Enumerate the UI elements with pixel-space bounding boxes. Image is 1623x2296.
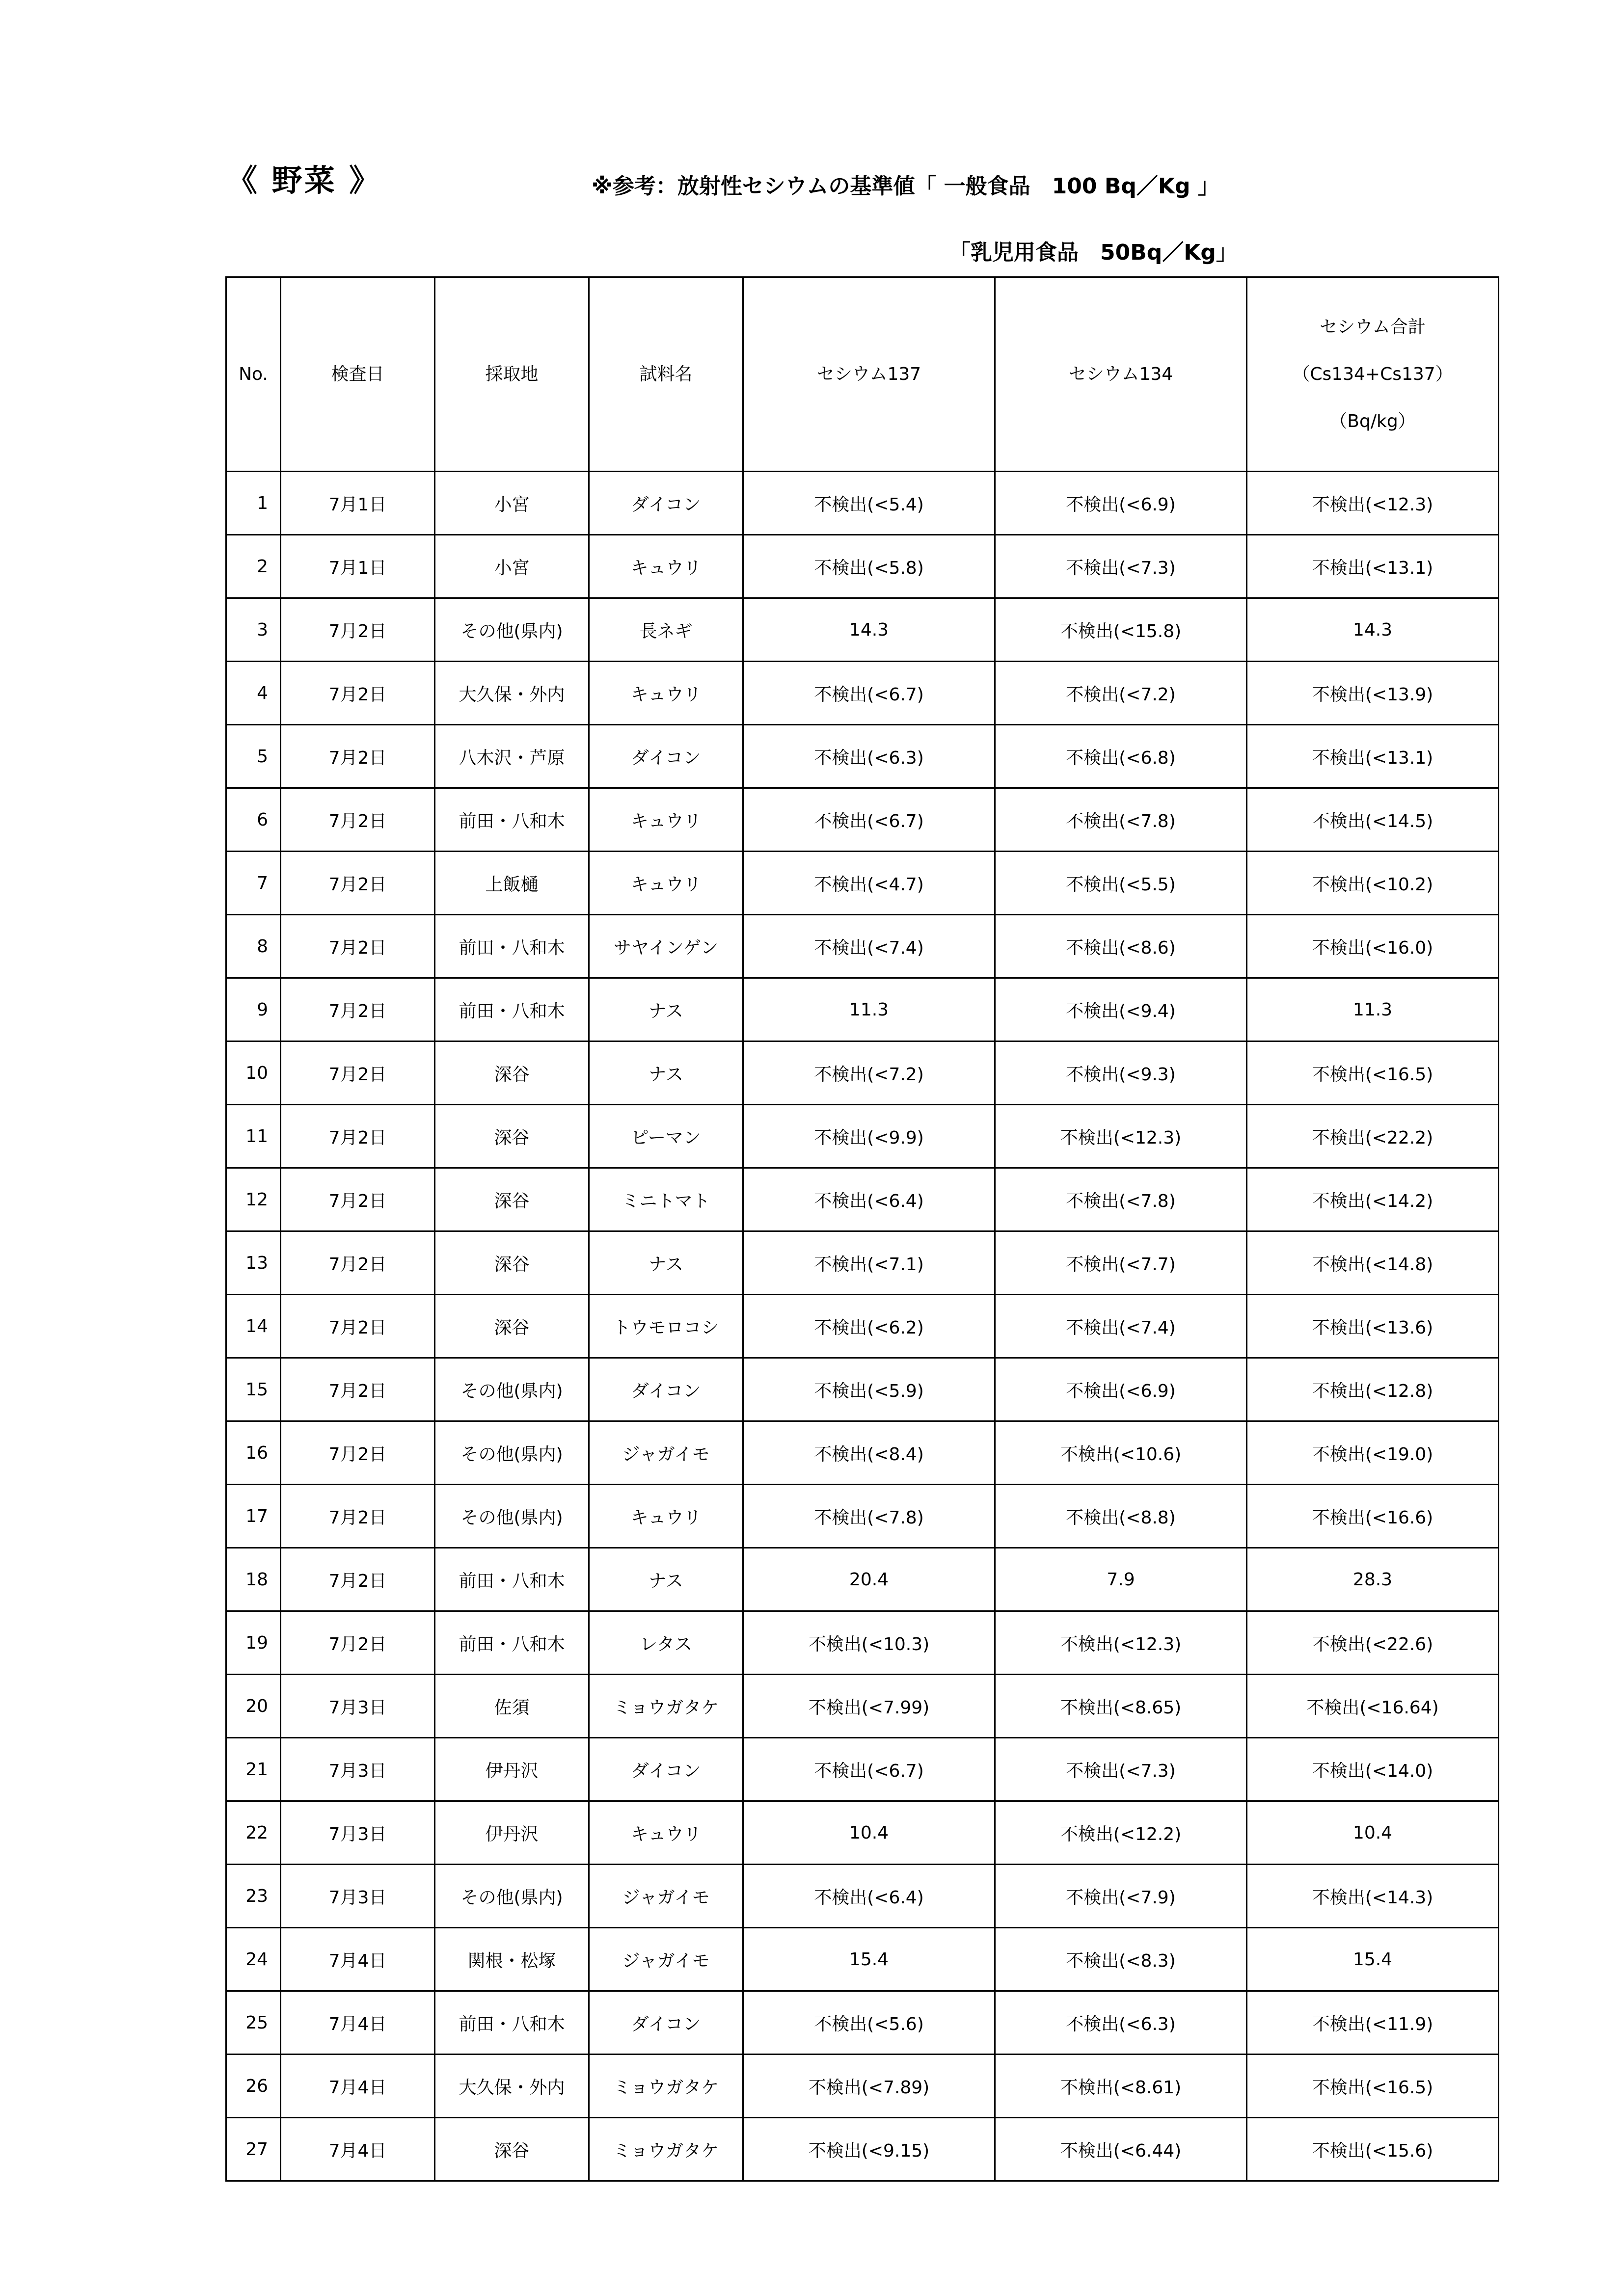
cell-location: 前田・八和木 bbox=[435, 1991, 589, 2055]
cell-location: 小宮 bbox=[435, 535, 589, 598]
cell-total: 不検出(<16.64) bbox=[1247, 1675, 1499, 1738]
cell-cs134: 不検出(<9.4) bbox=[995, 978, 1247, 1041]
cell-date: 7月2日 bbox=[281, 1611, 435, 1675]
cell-date: 7月1日 bbox=[281, 472, 435, 535]
cell-cs134: 不検出(<9.3) bbox=[995, 1041, 1247, 1105]
reference-standard-general: ※参考：放射性セシウムの基準値「 一般食品 100 Bq／Kg 」 bbox=[592, 174, 1219, 199]
cell-date: 7月2日 bbox=[281, 1358, 435, 1421]
cell-sample: ジャガイモ bbox=[589, 1928, 743, 1991]
cell-total: 不検出(<10.2) bbox=[1247, 852, 1499, 915]
cell-date: 7月2日 bbox=[281, 1105, 435, 1168]
cell-no: 8 bbox=[226, 915, 281, 978]
cell-cs134: 不検出(<7.2) bbox=[995, 662, 1247, 725]
cell-no: 18 bbox=[226, 1548, 281, 1611]
cell-cs137: 不検出(<5.6) bbox=[743, 1991, 995, 2055]
table-row bbox=[226, 1421, 1499, 1485]
cell-cs137: 14.3 bbox=[743, 598, 995, 662]
cell-location: 関根・松塚 bbox=[435, 1928, 589, 1991]
cell-cs137: 11.3 bbox=[743, 978, 995, 1041]
cell-total: 14.3 bbox=[1247, 598, 1499, 662]
cell-no: 2 bbox=[226, 535, 281, 598]
cell-total: 不検出(<16.0) bbox=[1247, 915, 1499, 978]
cell-total: 不検出(<14.2) bbox=[1247, 1168, 1499, 1231]
cell-sample: ダイコン bbox=[589, 1358, 743, 1421]
cell-cs137: 不検出(<6.2) bbox=[743, 1295, 995, 1358]
table-row bbox=[226, 1611, 1499, 1675]
cell-total: 不検出(<13.1) bbox=[1247, 725, 1499, 788]
cell-location: 小宮 bbox=[435, 472, 589, 535]
cell-date: 7月4日 bbox=[281, 1991, 435, 2055]
cell-cs137: 不検出(<7.8) bbox=[743, 1485, 995, 1548]
cell-cs137: 不検出(<7.4) bbox=[743, 915, 995, 978]
cell-cs137: 不検出(<6.7) bbox=[743, 662, 995, 725]
cell-sample: キュウリ bbox=[589, 662, 743, 725]
table-row bbox=[226, 1358, 1499, 1421]
cell-location: 大久保・外内 bbox=[435, 2055, 589, 2118]
header-total bbox=[1247, 277, 1499, 472]
cell-cs137: 不検出(<5.4) bbox=[743, 472, 995, 535]
cell-total: 不検出(<12.8) bbox=[1247, 1358, 1499, 1421]
cell-sample: ダイコン bbox=[589, 1738, 743, 1801]
cell-no: 12 bbox=[226, 1168, 281, 1231]
cell-cs137: 不検出(<10.3) bbox=[743, 1611, 995, 1675]
cell-total: 不検出(<22.2) bbox=[1247, 1105, 1499, 1168]
cell-total: 不検出(<14.8) bbox=[1247, 1231, 1499, 1295]
cell-location: 前田・八和木 bbox=[435, 978, 589, 1041]
cell-sample: ミョウガタケ bbox=[589, 1675, 743, 1738]
cell-cs134: 不検出(<8.65) bbox=[995, 1675, 1247, 1738]
cell-date: 7月2日 bbox=[281, 978, 435, 1041]
cell-total: 不検出(<14.0) bbox=[1247, 1738, 1499, 1801]
cell-sample: 長ネギ bbox=[589, 598, 743, 662]
cell-total: 15.4 bbox=[1247, 1928, 1499, 1991]
cell-date: 7月2日 bbox=[281, 1231, 435, 1295]
cell-total: 不検出(<16.5) bbox=[1247, 2055, 1499, 2118]
cell-location: 深谷 bbox=[435, 1041, 589, 1105]
cell-cs137: 10.4 bbox=[743, 1801, 995, 1865]
cell-location: その他(県内) bbox=[435, 1485, 589, 1548]
cell-cs134: 不検出(<6.9) bbox=[995, 472, 1247, 535]
cell-no: 23 bbox=[226, 1865, 281, 1928]
cell-cs134: 不検出(<7.8) bbox=[995, 1168, 1247, 1231]
cell-no: 26 bbox=[226, 2055, 281, 2118]
cell-cs137: 不検出(<6.4) bbox=[743, 1168, 995, 1231]
cell-date: 7月2日 bbox=[281, 1548, 435, 1611]
cell-location: その他(県内) bbox=[435, 1421, 589, 1485]
cell-cs134: 不検出(<7.9) bbox=[995, 1865, 1247, 1928]
cell-sample: ダイコン bbox=[589, 472, 743, 535]
cell-total: 10.4 bbox=[1247, 1801, 1499, 1865]
cell-total: 不検出(<13.9) bbox=[1247, 662, 1499, 725]
cell-cs134: 不検出(<6.3) bbox=[995, 1991, 1247, 2055]
cell-cs134: 不検出(<8.61) bbox=[995, 2055, 1247, 2118]
cell-cs137: 不検出(<9.9) bbox=[743, 1105, 995, 1168]
cell-total: 不検出(<16.5) bbox=[1247, 1041, 1499, 1105]
cell-location: 深谷 bbox=[435, 1168, 589, 1231]
table-row bbox=[226, 852, 1499, 915]
cell-no: 16 bbox=[226, 1421, 281, 1485]
cell-cs134: 不検出(<12.2) bbox=[995, 1801, 1247, 1865]
cell-date: 7月4日 bbox=[281, 1928, 435, 1991]
table-row bbox=[226, 1168, 1499, 1231]
cell-cs134: 不検出(<6.44) bbox=[995, 2118, 1247, 2181]
cell-date: 7月2日 bbox=[281, 725, 435, 788]
header-total-title: セシウム合計 bbox=[1320, 317, 1426, 337]
cell-no: 27 bbox=[226, 2118, 281, 2181]
cell-location: 前田・八和木 bbox=[435, 788, 589, 852]
cell-location: 伊丹沢 bbox=[435, 1801, 589, 1865]
cell-no: 11 bbox=[226, 1105, 281, 1168]
cell-date: 7月2日 bbox=[281, 1421, 435, 1485]
table-row bbox=[226, 472, 1499, 535]
cell-location: 八木沢・芦原 bbox=[435, 725, 589, 788]
cell-total: 不検出(<14.5) bbox=[1247, 788, 1499, 852]
table-row bbox=[226, 2118, 1499, 2181]
header-sample: 試料名 bbox=[589, 277, 743, 472]
cell-location: 伊丹沢 bbox=[435, 1738, 589, 1801]
cell-no: 13 bbox=[226, 1231, 281, 1295]
table-row bbox=[226, 1865, 1499, 1928]
table-row bbox=[226, 2055, 1499, 2118]
cell-total: 11.3 bbox=[1247, 978, 1499, 1041]
cell-location: その他(県内) bbox=[435, 1865, 589, 1928]
header-cs134: セシウム134 bbox=[995, 277, 1247, 472]
header-row bbox=[226, 277, 1499, 472]
cell-no: 17 bbox=[226, 1485, 281, 1548]
cell-sample: レタス bbox=[589, 1611, 743, 1675]
cell-total: 不検出(<15.6) bbox=[1247, 2118, 1499, 2181]
cell-sample: ナス bbox=[589, 1548, 743, 1611]
cell-sample: ジャガイモ bbox=[589, 1865, 743, 1928]
table-row bbox=[226, 978, 1499, 1041]
cell-no: 9 bbox=[226, 978, 281, 1041]
cell-cs134: 不検出(<7.4) bbox=[995, 1295, 1247, 1358]
cell-cs137: 不検出(<7.99) bbox=[743, 1675, 995, 1738]
cell-cs134: 不検出(<12.3) bbox=[995, 1611, 1247, 1675]
cell-cs137: 不検出(<6.3) bbox=[743, 725, 995, 788]
cell-date: 7月2日 bbox=[281, 1168, 435, 1231]
table-row bbox=[226, 1548, 1499, 1611]
cell-sample: ダイコン bbox=[589, 725, 743, 788]
cell-cs134: 不検出(<7.7) bbox=[995, 1231, 1247, 1295]
cell-date: 7月3日 bbox=[281, 1675, 435, 1738]
header-location: 採取地 bbox=[435, 277, 589, 472]
cell-location: 前田・八和木 bbox=[435, 1611, 589, 1675]
cell-no: 7 bbox=[226, 852, 281, 915]
header-total-formula: （Cs134+Cs137） bbox=[1292, 364, 1453, 384]
cell-location: 深谷 bbox=[435, 1105, 589, 1168]
cell-sample: キュウリ bbox=[589, 1801, 743, 1865]
cell-cs137: 不検出(<9.15) bbox=[743, 2118, 995, 2181]
cell-location: 深谷 bbox=[435, 1231, 589, 1295]
cell-location: 上飯樋 bbox=[435, 852, 589, 915]
cell-cs137: 20.4 bbox=[743, 1548, 995, 1611]
cell-location: 深谷 bbox=[435, 1295, 589, 1358]
table-row bbox=[226, 1801, 1499, 1865]
cell-location: 深谷 bbox=[435, 2118, 589, 2181]
cell-sample: ナス bbox=[589, 978, 743, 1041]
table-row bbox=[226, 662, 1499, 725]
cell-cs137: 不検出(<6.7) bbox=[743, 1738, 995, 1801]
section-title: 《 野菜 》 bbox=[227, 162, 382, 198]
cell-cs134: 不検出(<12.3) bbox=[995, 1105, 1247, 1168]
cell-cs134: 不検出(<5.5) bbox=[995, 852, 1247, 915]
cell-cs134: 不検出(<6.8) bbox=[995, 725, 1247, 788]
cell-cs137: 不検出(<6.7) bbox=[743, 788, 995, 852]
cell-date: 7月4日 bbox=[281, 2055, 435, 2118]
reference-standard-infant: 「乳児用食品 50Bq／Kg」 bbox=[949, 240, 1238, 265]
cell-cs134: 不検出(<7.3) bbox=[995, 1738, 1247, 1801]
cell-date: 7月2日 bbox=[281, 852, 435, 915]
cell-no: 14 bbox=[226, 1295, 281, 1358]
cell-date: 7月3日 bbox=[281, 1801, 435, 1865]
cell-total: 不検出(<19.0) bbox=[1247, 1421, 1499, 1485]
table-row bbox=[226, 915, 1499, 978]
table-row bbox=[226, 1295, 1499, 1358]
cell-location: その他(県内) bbox=[435, 1358, 589, 1421]
cell-location: 大久保・外内 bbox=[435, 662, 589, 725]
cell-total: 不検出(<22.6) bbox=[1247, 1611, 1499, 1675]
cell-cs137: 不検出(<5.8) bbox=[743, 535, 995, 598]
results-table bbox=[225, 276, 1499, 2182]
cell-location: 前田・八和木 bbox=[435, 1548, 589, 1611]
cell-cs137: 15.4 bbox=[743, 1928, 995, 1991]
cell-total: 28.3 bbox=[1247, 1548, 1499, 1611]
cell-sample: ジャガイモ bbox=[589, 1421, 743, 1485]
cell-no: 25 bbox=[226, 1991, 281, 2055]
cell-cs134: 不検出(<10.6) bbox=[995, 1421, 1247, 1485]
table-row bbox=[226, 1485, 1499, 1548]
cell-sample: キュウリ bbox=[589, 788, 743, 852]
cell-total: 不検出(<13.6) bbox=[1247, 1295, 1499, 1358]
cell-cs134: 7.9 bbox=[995, 1548, 1247, 1611]
cell-cs134: 不検出(<8.8) bbox=[995, 1485, 1247, 1548]
cell-date: 7月2日 bbox=[281, 788, 435, 852]
cell-cs134: 不検出(<8.6) bbox=[995, 915, 1247, 978]
cell-cs137: 不検出(<4.7) bbox=[743, 852, 995, 915]
cell-total: 不検出(<12.3) bbox=[1247, 472, 1499, 535]
cell-no: 19 bbox=[226, 1611, 281, 1675]
cell-sample: ダイコン bbox=[589, 1991, 743, 2055]
table-row bbox=[226, 1928, 1499, 1991]
cell-cs134: 不検出(<8.3) bbox=[995, 1928, 1247, 1991]
cell-cs137: 不検出(<6.4) bbox=[743, 1865, 995, 1928]
table-row bbox=[226, 1738, 1499, 1801]
cell-no: 21 bbox=[226, 1738, 281, 1801]
cell-sample: キュウリ bbox=[589, 535, 743, 598]
cell-cs134: 不検出(<7.3) bbox=[995, 535, 1247, 598]
cell-location: その他(県内) bbox=[435, 598, 589, 662]
cell-cs134: 不検出(<15.8) bbox=[995, 598, 1247, 662]
cell-location: 前田・八和木 bbox=[435, 915, 589, 978]
cell-total: 不検出(<16.6) bbox=[1247, 1485, 1499, 1548]
table-row bbox=[226, 1105, 1499, 1168]
cell-no: 15 bbox=[226, 1358, 281, 1421]
cell-date: 7月3日 bbox=[281, 1865, 435, 1928]
header-cs137: セシウム137 bbox=[743, 277, 995, 472]
table-row bbox=[226, 535, 1499, 598]
cell-no: 10 bbox=[226, 1041, 281, 1105]
cell-total: 不検出(<11.9) bbox=[1247, 1991, 1499, 2055]
cell-no: 20 bbox=[226, 1675, 281, 1738]
cell-no: 3 bbox=[226, 598, 281, 662]
header-date: 検査日 bbox=[281, 277, 435, 472]
table-row bbox=[226, 598, 1499, 662]
cell-date: 7月2日 bbox=[281, 1295, 435, 1358]
cell-cs137: 不検出(<8.4) bbox=[743, 1421, 995, 1485]
cell-sample: ミョウガタケ bbox=[589, 2055, 743, 2118]
cell-total: 不検出(<14.3) bbox=[1247, 1865, 1499, 1928]
cell-sample: ナス bbox=[589, 1231, 743, 1295]
table-row bbox=[226, 1675, 1499, 1738]
table-row bbox=[226, 788, 1499, 852]
cell-total: 不検出(<13.1) bbox=[1247, 535, 1499, 598]
cell-sample: ナス bbox=[589, 1041, 743, 1105]
header-no: No. bbox=[226, 277, 281, 472]
cell-date: 7月2日 bbox=[281, 662, 435, 725]
cell-date: 7月2日 bbox=[281, 1041, 435, 1105]
cell-cs137: 不検出(<7.1) bbox=[743, 1231, 995, 1295]
cell-no: 22 bbox=[226, 1801, 281, 1865]
cell-location: 佐須 bbox=[435, 1675, 589, 1738]
cell-cs137: 不検出(<7.89) bbox=[743, 2055, 995, 2118]
cell-sample: キュウリ bbox=[589, 1485, 743, 1548]
cell-cs134: 不検出(<7.8) bbox=[995, 788, 1247, 852]
cell-sample: サヤインゲン bbox=[589, 915, 743, 978]
table-row bbox=[226, 1041, 1499, 1105]
cell-date: 7月1日 bbox=[281, 535, 435, 598]
cell-date: 7月2日 bbox=[281, 1485, 435, 1548]
cell-date: 7月2日 bbox=[281, 598, 435, 662]
cell-cs134: 不検出(<6.9) bbox=[995, 1358, 1247, 1421]
cell-sample: ミョウガタケ bbox=[589, 2118, 743, 2181]
header-total-unit: （Bq/kg） bbox=[1329, 411, 1416, 431]
cell-no: 5 bbox=[226, 725, 281, 788]
cell-cs137: 不検出(<5.9) bbox=[743, 1358, 995, 1421]
table-row bbox=[226, 1231, 1499, 1295]
cell-date: 7月2日 bbox=[281, 915, 435, 978]
cell-sample: ミニトマト bbox=[589, 1168, 743, 1231]
table-row bbox=[226, 725, 1499, 788]
cell-no: 4 bbox=[226, 662, 281, 725]
cell-sample: ピーマン bbox=[589, 1105, 743, 1168]
cell-sample: キュウリ bbox=[589, 852, 743, 915]
table-row bbox=[226, 1991, 1499, 2055]
cell-no: 1 bbox=[226, 472, 281, 535]
cell-date: 7月3日 bbox=[281, 1738, 435, 1801]
cell-no: 24 bbox=[226, 1928, 281, 1991]
cell-no: 6 bbox=[226, 788, 281, 852]
cell-cs137: 不検出(<7.2) bbox=[743, 1041, 995, 1105]
cell-date: 7月4日 bbox=[281, 2118, 435, 2181]
cell-sample: トウモロコシ bbox=[589, 1295, 743, 1358]
